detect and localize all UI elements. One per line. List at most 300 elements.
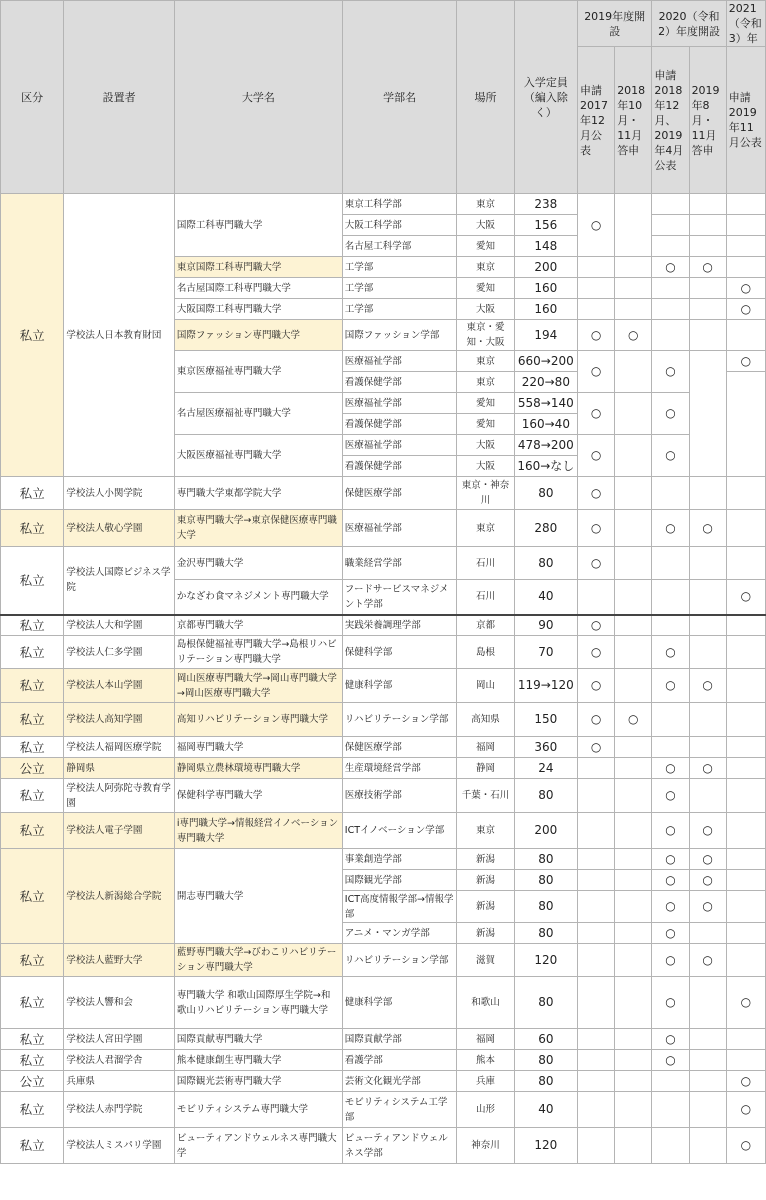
faculty-cell: ビューティアンドウェルネス学部 bbox=[342, 1128, 457, 1164]
capacity-cell: 80 bbox=[514, 923, 577, 944]
university-cell: 藍野専門職大学→びわこリハビリテーション専門職大学 bbox=[174, 944, 342, 977]
status-mark-cell bbox=[726, 320, 765, 351]
faculty-cell: 職業経営学部 bbox=[342, 547, 457, 580]
status-mark-cell bbox=[689, 737, 726, 758]
location-cell: 福岡 bbox=[457, 1029, 514, 1050]
location-cell: 岡山 bbox=[457, 669, 514, 703]
status-mark-cell: ○ bbox=[652, 779, 689, 813]
status-mark-cell: ○ bbox=[689, 669, 726, 703]
status-mark-cell bbox=[615, 299, 652, 320]
status-mark-cell bbox=[578, 1128, 615, 1164]
status-mark-cell bbox=[689, 547, 726, 580]
university-cell: 岡山医療専門職大学→岡山専門職大学→岡山医療専門職大学 bbox=[174, 669, 342, 703]
status-mark-cell: ○ bbox=[652, 923, 689, 944]
capacity-cell: 90 bbox=[514, 615, 577, 636]
status-mark-cell: ○ bbox=[652, 944, 689, 977]
capacity-cell: 156 bbox=[514, 215, 577, 236]
header-capacity: 入学定員（編入除く） bbox=[514, 1, 577, 194]
university-cell: 東京国際工科専門職大学 bbox=[174, 257, 342, 278]
status-mark-cell bbox=[689, 977, 726, 1029]
status-mark-cell bbox=[578, 1071, 615, 1092]
university-cell: 国際貢献専門職大学 bbox=[174, 1029, 342, 1050]
status-mark-cell: ○ bbox=[652, 891, 689, 923]
university-cell: ビューティアンドウェルネス専門職大学 bbox=[174, 1128, 342, 1164]
location-cell: 千葉・石川 bbox=[457, 779, 514, 813]
status-mark-cell: ○ bbox=[652, 758, 689, 779]
header-founder: 設置者 bbox=[64, 1, 175, 194]
status-mark-cell bbox=[652, 703, 689, 737]
header-sub-report-2018: 2018年10月・11月答申 bbox=[615, 47, 652, 194]
status-mark-cell bbox=[652, 737, 689, 758]
status-mark-cell: ○ bbox=[652, 636, 689, 669]
location-cell: 熊本 bbox=[457, 1050, 514, 1071]
table-row bbox=[1, 813, 766, 849]
founder-cell: 学校法人宮田学園 bbox=[64, 1029, 175, 1050]
status-mark-cell bbox=[652, 1128, 689, 1164]
status-mark-cell bbox=[615, 870, 652, 891]
capacity-cell: 119→120 bbox=[514, 669, 577, 703]
header-sub-apply-2019: 申請2019年11月公表 bbox=[726, 47, 765, 194]
table-row bbox=[1, 547, 766, 580]
faculty-cell: 健康科学部 bbox=[342, 977, 457, 1029]
status-mark-cell bbox=[652, 299, 689, 320]
faculty-cell: ICTイノベーション学部 bbox=[342, 813, 457, 849]
faculty-cell: 看護保健学部 bbox=[342, 414, 457, 435]
status-mark-cell bbox=[615, 1071, 652, 1092]
faculty-cell: 国際ファッション学部 bbox=[342, 320, 457, 351]
faculty-cell: 芸術文化観光学部 bbox=[342, 1071, 457, 1092]
status-mark-cell bbox=[689, 299, 726, 320]
status-mark-cell bbox=[652, 547, 689, 580]
status-mark-cell: ○ bbox=[578, 393, 615, 435]
faculty-cell: 保健医療学部 bbox=[342, 737, 457, 758]
table-row bbox=[1, 477, 766, 510]
status-mark-cell: ○ bbox=[689, 870, 726, 891]
status-mark-cell: ○ bbox=[652, 351, 689, 393]
capacity-cell: 200 bbox=[514, 813, 577, 849]
founder-cell: 学校法人敬心学園 bbox=[64, 510, 175, 547]
status-mark-cell bbox=[615, 1092, 652, 1128]
status-mark-cell: ○ bbox=[578, 320, 615, 351]
status-mark-cell: ○ bbox=[726, 580, 765, 615]
status-mark-cell bbox=[615, 636, 652, 669]
category-cell: 私立 bbox=[1, 1029, 64, 1050]
faculty-cell: 名古屋工科学部 bbox=[342, 236, 457, 257]
capacity-cell: 70 bbox=[514, 636, 577, 669]
status-mark-cell bbox=[689, 580, 726, 615]
status-mark-cell bbox=[615, 669, 652, 703]
founder-cell: 学校法人ミスパリ学園 bbox=[64, 1128, 175, 1164]
capacity-cell: 148 bbox=[514, 236, 577, 257]
location-cell: 滋賀 bbox=[457, 944, 514, 977]
status-mark-cell bbox=[615, 737, 652, 758]
category-cell: 公立 bbox=[1, 758, 64, 779]
faculty-cell: 医療福祉学部 bbox=[342, 351, 457, 372]
university-cell: 国際工科専門職大学 bbox=[174, 194, 342, 257]
faculty-cell: アニメ・マンガ学部 bbox=[342, 923, 457, 944]
faculty-cell: 医療福祉学部 bbox=[342, 435, 457, 456]
status-mark-cell bbox=[652, 477, 689, 510]
location-cell: 東京 bbox=[457, 510, 514, 547]
status-mark-cell bbox=[652, 1092, 689, 1128]
location-cell: 東京 bbox=[457, 257, 514, 278]
category-cell: 私立 bbox=[1, 849, 64, 944]
location-cell: 新潟 bbox=[457, 849, 514, 870]
header-sub-report-2019: 2019年8月・11月答申 bbox=[689, 47, 726, 194]
status-mark-cell bbox=[652, 615, 689, 636]
capacity-cell: 60 bbox=[514, 1029, 577, 1050]
university-cell: 大阪医療福祉専門職大学 bbox=[174, 435, 342, 477]
status-mark-cell bbox=[689, 1071, 726, 1092]
category-cell: 私立 bbox=[1, 944, 64, 977]
status-mark-cell bbox=[726, 1029, 765, 1050]
status-mark-cell bbox=[726, 870, 765, 891]
faculty-cell: 工学部 bbox=[342, 299, 457, 320]
faculty-cell: リハビリテーション学部 bbox=[342, 944, 457, 977]
founder-cell: 学校法人小関学院 bbox=[64, 477, 175, 510]
university-cell: 大阪国際工科専門職大学 bbox=[174, 299, 342, 320]
status-mark-cell: ○ bbox=[615, 320, 652, 351]
capacity-cell: 160 bbox=[514, 299, 577, 320]
status-mark-cell bbox=[689, 320, 726, 351]
location-cell: 新潟 bbox=[457, 891, 514, 923]
location-cell: 新潟 bbox=[457, 870, 514, 891]
status-mark-cell bbox=[578, 923, 615, 944]
header-2019: 2019年度開設 bbox=[578, 1, 652, 47]
status-mark-cell bbox=[689, 636, 726, 669]
founder-cell: 学校法人仁多学園 bbox=[64, 636, 175, 669]
university-cell: 静岡県立農林環境専門職大学 bbox=[174, 758, 342, 779]
status-mark-cell bbox=[615, 813, 652, 849]
status-mark-cell: ○ bbox=[578, 636, 615, 669]
capacity-cell: 80 bbox=[514, 547, 577, 580]
table-row bbox=[1, 1050, 766, 1071]
status-mark-cell bbox=[726, 923, 765, 944]
faculty-cell: 保健医療学部 bbox=[342, 477, 457, 510]
status-mark-cell bbox=[726, 891, 765, 923]
capacity-cell: 150 bbox=[514, 703, 577, 737]
university-cell: 名古屋国際工科専門職大学 bbox=[174, 278, 342, 299]
status-mark-cell bbox=[615, 278, 652, 299]
status-mark-cell bbox=[578, 580, 615, 615]
status-mark-cell: ○ bbox=[652, 257, 689, 278]
faculty-cell: 看護保健学部 bbox=[342, 456, 457, 477]
location-cell: 京都 bbox=[457, 615, 514, 636]
status-mark-cell bbox=[578, 977, 615, 1029]
capacity-cell: 80 bbox=[514, 1050, 577, 1071]
table-row bbox=[1, 636, 766, 669]
category-cell: 私立 bbox=[1, 1092, 64, 1128]
faculty-cell: 工学部 bbox=[342, 278, 457, 299]
status-mark-cell: ○ bbox=[652, 870, 689, 891]
status-mark-cell bbox=[689, 1128, 726, 1164]
header-2020: 2020（令和2）年度開設 bbox=[652, 1, 726, 47]
capacity-cell: 24 bbox=[514, 758, 577, 779]
university-cell: 福岡専門職大学 bbox=[174, 737, 342, 758]
status-mark-cell bbox=[615, 977, 652, 1029]
faculty-cell: リハビリテーション学部 bbox=[342, 703, 457, 737]
status-mark-cell bbox=[726, 758, 765, 779]
status-mark-cell bbox=[689, 278, 726, 299]
status-mark-cell bbox=[578, 299, 615, 320]
location-cell: 東京 bbox=[457, 194, 514, 215]
location-cell: 和歌山 bbox=[457, 977, 514, 1029]
status-mark-cell bbox=[652, 194, 689, 215]
founder-cell: 学校法人君溜学舎 bbox=[64, 1050, 175, 1071]
status-mark-cell bbox=[615, 758, 652, 779]
university-cell: 専門職大学 和歌山国際厚生学院→和歌山リハビリテーション専門職大学 bbox=[174, 977, 342, 1029]
table-row bbox=[1, 510, 766, 547]
faculty-cell: 東京工科学部 bbox=[342, 194, 457, 215]
location-cell: 東京・神奈川 bbox=[457, 477, 514, 510]
category-cell: 私立 bbox=[1, 669, 64, 703]
status-mark-cell: ○ bbox=[652, 977, 689, 1029]
status-mark-cell: ○ bbox=[578, 547, 615, 580]
university-cell: かなざわ食マネジメント専門職大学 bbox=[174, 580, 342, 615]
status-mark-cell bbox=[689, 1050, 726, 1071]
status-mark-cell bbox=[689, 194, 726, 215]
faculty-cell: 国際観光学部 bbox=[342, 870, 457, 891]
status-mark-cell bbox=[726, 779, 765, 813]
status-mark-cell: ○ bbox=[689, 257, 726, 278]
status-mark-cell: ○ bbox=[578, 194, 615, 257]
university-cell: 名古屋医療福祉専門職大学 bbox=[174, 393, 342, 435]
status-mark-cell bbox=[726, 636, 765, 669]
status-mark-cell bbox=[726, 510, 765, 547]
status-mark-cell bbox=[615, 1050, 652, 1071]
status-mark-cell: ○ bbox=[615, 703, 652, 737]
status-mark-cell: ○ bbox=[689, 510, 726, 547]
category-cell: 私立 bbox=[1, 547, 64, 615]
location-cell: 石川 bbox=[457, 580, 514, 615]
capacity-cell: 120 bbox=[514, 944, 577, 977]
status-mark-cell bbox=[615, 849, 652, 870]
status-mark-cell: ○ bbox=[652, 669, 689, 703]
status-mark-cell bbox=[726, 257, 765, 278]
capacity-cell: 660→200 bbox=[514, 351, 577, 372]
status-mark-cell bbox=[615, 891, 652, 923]
status-mark-cell bbox=[689, 215, 726, 236]
location-cell: 大阪 bbox=[457, 215, 514, 236]
status-mark-cell bbox=[726, 477, 765, 510]
category-cell: 私立 bbox=[1, 779, 64, 813]
university-cell: 専門職大学東都学院大学 bbox=[174, 477, 342, 510]
founder-cell: 学校法人大和学園 bbox=[64, 615, 175, 636]
location-cell: 福岡 bbox=[457, 737, 514, 758]
status-mark-cell bbox=[578, 758, 615, 779]
table-row bbox=[1, 737, 766, 758]
status-mark-cell bbox=[652, 580, 689, 615]
capacity-cell: 478→200 bbox=[514, 435, 577, 456]
category-cell: 私立 bbox=[1, 510, 64, 547]
status-mark-cell: ○ bbox=[689, 813, 726, 849]
location-cell: 大阪 bbox=[457, 435, 514, 456]
university-cell: 高知リハビリテーション専門職大学 bbox=[174, 703, 342, 737]
table-row bbox=[1, 779, 766, 813]
category-cell: 私立 bbox=[1, 615, 64, 636]
location-cell: 愛知 bbox=[457, 278, 514, 299]
status-mark-cell: ○ bbox=[726, 1092, 765, 1128]
status-mark-cell: ○ bbox=[578, 477, 615, 510]
category-cell: 私立 bbox=[1, 1128, 64, 1164]
location-cell: 静岡 bbox=[457, 758, 514, 779]
status-mark-cell bbox=[726, 372, 765, 477]
status-mark-cell: ○ bbox=[689, 849, 726, 870]
faculty-cell: 看護学部 bbox=[342, 1050, 457, 1071]
category-cell: 私立 bbox=[1, 977, 64, 1029]
status-mark-cell: ○ bbox=[578, 435, 615, 477]
location-cell: 東京 bbox=[457, 372, 514, 393]
status-mark-cell bbox=[578, 257, 615, 278]
status-mark-cell bbox=[726, 849, 765, 870]
location-cell: 愛知 bbox=[457, 414, 514, 435]
capacity-cell: 160→40 bbox=[514, 414, 577, 435]
status-mark-cell bbox=[689, 615, 726, 636]
status-mark-cell bbox=[652, 236, 689, 257]
status-mark-cell: ○ bbox=[652, 393, 689, 435]
university-cell: モビリティシステム専門職大学 bbox=[174, 1092, 342, 1128]
status-mark-cell bbox=[689, 923, 726, 944]
faculty-cell: ICT高度情報学部→情報学部 bbox=[342, 891, 457, 923]
status-mark-cell bbox=[578, 278, 615, 299]
status-mark-cell bbox=[615, 1029, 652, 1050]
status-mark-cell: ○ bbox=[578, 510, 615, 547]
university-cell: 開志専門職大学 bbox=[174, 849, 342, 944]
status-mark-cell: ○ bbox=[578, 615, 615, 636]
location-cell: 愛知 bbox=[457, 236, 514, 257]
status-mark-cell bbox=[726, 615, 765, 636]
category-cell: 公立 bbox=[1, 1071, 64, 1092]
table-row bbox=[1, 194, 766, 215]
status-mark-cell bbox=[578, 849, 615, 870]
status-mark-cell bbox=[615, 615, 652, 636]
status-mark-cell bbox=[615, 257, 652, 278]
status-mark-cell: ○ bbox=[726, 1071, 765, 1092]
category-cell: 私立 bbox=[1, 1050, 64, 1071]
university-cell: 国際ファッション専門職大学 bbox=[174, 320, 342, 351]
faculty-cell: 大阪工科学部 bbox=[342, 215, 457, 236]
faculty-cell: 保健科学部 bbox=[342, 636, 457, 669]
table-row bbox=[1, 703, 766, 737]
university-cell: i専門職大学→情報経営イノベーション専門職大学 bbox=[174, 813, 342, 849]
status-mark-cell bbox=[689, 779, 726, 813]
location-cell: 高知県 bbox=[457, 703, 514, 737]
header-university: 大学名 bbox=[174, 1, 342, 194]
faculty-cell: 生産環境経営学部 bbox=[342, 758, 457, 779]
status-mark-cell bbox=[578, 779, 615, 813]
table-row bbox=[1, 849, 766, 870]
status-mark-cell: ○ bbox=[726, 1128, 765, 1164]
capacity-cell: 80 bbox=[514, 779, 577, 813]
table-row bbox=[1, 669, 766, 703]
status-mark-cell bbox=[726, 737, 765, 758]
university-cell: 京都専門職大学 bbox=[174, 615, 342, 636]
location-cell: 島根 bbox=[457, 636, 514, 669]
location-cell: 愛知 bbox=[457, 393, 514, 414]
founder-cell: 静岡県 bbox=[64, 758, 175, 779]
founder-cell: 学校法人日本教育財団 bbox=[64, 194, 175, 477]
category-cell: 私立 bbox=[1, 194, 64, 477]
location-cell: 東京 bbox=[457, 813, 514, 849]
status-mark-cell bbox=[726, 194, 765, 215]
location-cell: 東京 bbox=[457, 351, 514, 372]
location-cell: 兵庫 bbox=[457, 1071, 514, 1092]
header-category: 区分 bbox=[1, 1, 64, 194]
status-mark-cell bbox=[615, 435, 652, 477]
table-row bbox=[1, 1128, 766, 1164]
faculty-cell: 工学部 bbox=[342, 257, 457, 278]
faculty-cell: 医療技術学部 bbox=[342, 779, 457, 813]
founder-cell: 学校法人電子学園 bbox=[64, 813, 175, 849]
status-mark-cell bbox=[652, 320, 689, 351]
header-faculty: 学部名 bbox=[342, 1, 457, 194]
status-mark-cell bbox=[689, 1029, 726, 1050]
capacity-cell: 280 bbox=[514, 510, 577, 547]
status-mark-cell: ○ bbox=[689, 891, 726, 923]
location-cell: 大阪 bbox=[457, 299, 514, 320]
capacity-cell: 40 bbox=[514, 580, 577, 615]
status-mark-cell bbox=[615, 944, 652, 977]
status-mark-cell bbox=[652, 278, 689, 299]
capacity-cell: 194 bbox=[514, 320, 577, 351]
status-mark-cell bbox=[726, 215, 765, 236]
university-cell: 国際観光芸術専門職大学 bbox=[174, 1071, 342, 1092]
status-mark-cell bbox=[615, 779, 652, 813]
founder-cell: 学校法人本山学園 bbox=[64, 669, 175, 703]
capacity-cell: 160 bbox=[514, 278, 577, 299]
university-cell: 熊本健康創生専門職大学 bbox=[174, 1050, 342, 1071]
university-cell: 東京専門職大学→東京保健医療専門職大学 bbox=[174, 510, 342, 547]
university-cell: 東京医療福祉専門職大学 bbox=[174, 351, 342, 393]
table-row bbox=[1, 1071, 766, 1092]
status-mark-cell bbox=[615, 393, 652, 435]
table-row bbox=[1, 1092, 766, 1128]
status-mark-cell bbox=[615, 1128, 652, 1164]
status-mark-cell bbox=[726, 236, 765, 257]
table-row bbox=[1, 1029, 766, 1050]
status-mark-cell bbox=[615, 510, 652, 547]
location-cell: 石川 bbox=[457, 547, 514, 580]
founder-cell: 学校法人国際ビジネス学院 bbox=[64, 547, 175, 615]
capacity-cell: 80 bbox=[514, 977, 577, 1029]
status-mark-cell: ○ bbox=[652, 849, 689, 870]
capacity-cell: 558→140 bbox=[514, 393, 577, 414]
status-mark-cell bbox=[615, 194, 652, 257]
status-mark-cell bbox=[726, 944, 765, 977]
faculty-cell: フードサービスマネジメント学部 bbox=[342, 580, 457, 615]
status-mark-cell bbox=[578, 1050, 615, 1071]
faculty-cell: 国際貢献学部 bbox=[342, 1029, 457, 1050]
status-mark-cell bbox=[615, 923, 652, 944]
status-mark-cell: ○ bbox=[578, 351, 615, 393]
status-mark-cell: ○ bbox=[578, 737, 615, 758]
category-cell: 私立 bbox=[1, 477, 64, 510]
status-mark-cell bbox=[726, 547, 765, 580]
category-cell: 私立 bbox=[1, 813, 64, 849]
founder-cell: 学校法人響和会 bbox=[64, 977, 175, 1029]
faculty-cell: 医療福祉学部 bbox=[342, 393, 457, 414]
status-mark-cell bbox=[615, 351, 652, 393]
status-mark-cell bbox=[578, 891, 615, 923]
location-cell: 山形 bbox=[457, 1092, 514, 1128]
faculty-cell: モビリティシステム工学部 bbox=[342, 1092, 457, 1128]
status-mark-cell: ○ bbox=[578, 703, 615, 737]
header-location: 場所 bbox=[457, 1, 514, 194]
status-mark-cell bbox=[578, 944, 615, 977]
capacity-cell: 80 bbox=[514, 891, 577, 923]
faculty-cell: 実践栄養調理学部 bbox=[342, 615, 457, 636]
capacity-cell: 80 bbox=[514, 477, 577, 510]
